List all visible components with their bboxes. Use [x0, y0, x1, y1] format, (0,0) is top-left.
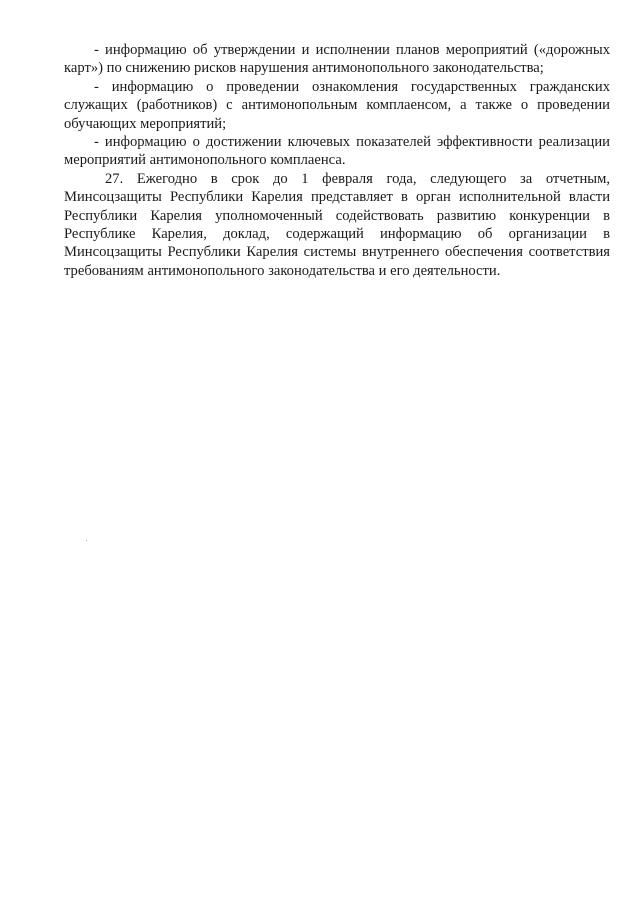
- document-body: [64, 41, 610, 280]
- paragraph-item-27: 27. Ежегодно в срок до 1 февраля года, следующего за отчетным, Минсоцзащиты Республики Карелия представляет в орган исполнительной власти Республики Карелия уполномоченный содействовать развитию конкуренции в Республике Карелия, доклад, содержащий информацию об организации в Минсоцзащиты Республики Карелия системы внутреннего обеспечения соответствия требованиям антимонопольного законодательства и его деятельности.: [64, 170, 610, 279]
- paragraph-kpi-info: - информацию о достижении ключевых показателей эффективности реализации мероприятий антимонопольного комплаенса.: [64, 134, 610, 169]
- paragraph-roadmap-info: - информацию об утверждении и исполнении планов мероприятий («дорожных карт») по снижению рисков нарушения антимонопольного законодательства;: [64, 42, 610, 77]
- paragraph-familiarization-info: - информацию о проведении ознакомления государственных гражданских служащих (работников) с антимонопольным комплаенсом, а также о проведении обучающих мероприятий;: [64, 78, 610, 132]
- scan-speck: [86, 540, 87, 541]
